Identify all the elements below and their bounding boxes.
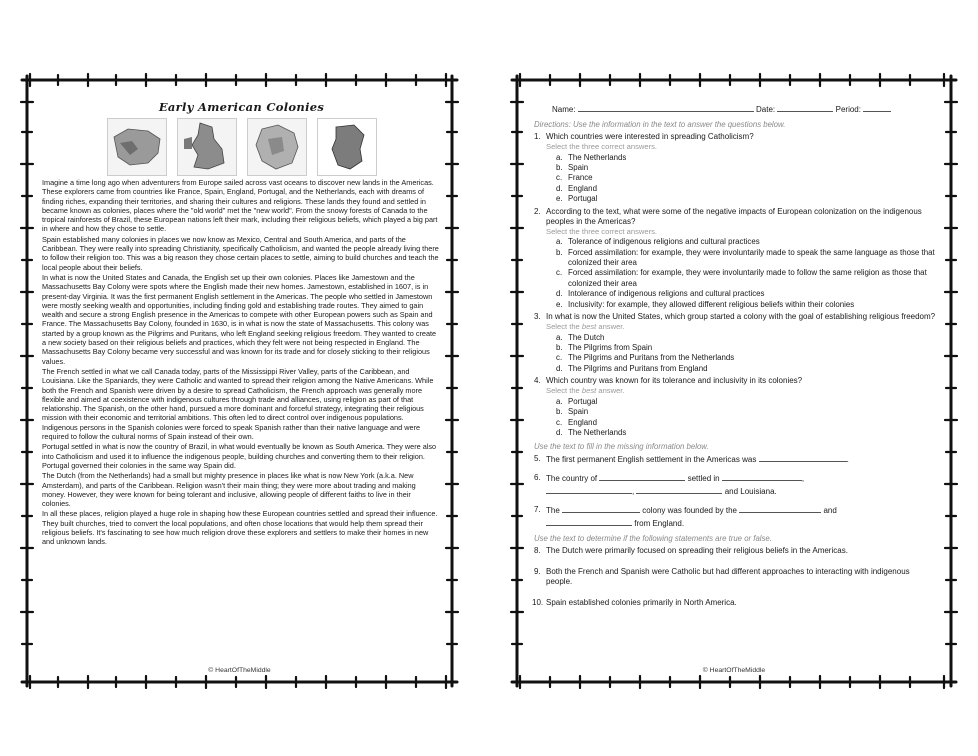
paragraph: In all these places, religion played a huge role in shaping how these European countries settled and spread their influence. They built churches, tried to convert the local populations, and often chose locations that would help them spread their religious beliefs. It's fascinating to see how much religion drove these explorers and settlers to make their homes in new and unknown lands. xyxy=(42,509,438,547)
spain-map-image xyxy=(107,118,167,176)
name-label: Name: xyxy=(552,105,576,114)
date-field[interactable] xyxy=(777,104,833,112)
answer-option[interactable]: c. France xyxy=(556,173,593,183)
question-2 xyxy=(532,207,938,310)
question-number: 2. xyxy=(534,206,541,216)
question-number: 9. xyxy=(534,566,541,576)
answer-blank[interactable] xyxy=(546,518,632,526)
answer-option[interactable]: b. Spain xyxy=(556,407,589,417)
question-text: Which country was known for its tolerance and inclusivity in its colonies? xyxy=(546,376,803,386)
answer-option[interactable]: b. Spain xyxy=(556,163,589,172)
answer-blank[interactable] xyxy=(546,486,632,494)
period-field[interactable] xyxy=(863,104,891,112)
answer-option[interactable]: a. Tolerance of indigenous religions and cultural practices xyxy=(556,237,760,247)
answer-option[interactable]: c. Forced assimilation: for example, they were involuntarily made to follow the same religion as those that colonized their area xyxy=(556,268,927,288)
question-hint: Select the three correct answers. xyxy=(546,142,658,151)
france-map-image xyxy=(247,118,307,176)
question-number: 10. xyxy=(532,597,544,607)
question-hint: Select the best answer. xyxy=(546,386,625,396)
answer-option[interactable]: c. England xyxy=(556,417,597,427)
answer-blank[interactable] xyxy=(599,473,685,481)
question-number: 5. xyxy=(534,453,541,463)
question-text: According to the text, what were some of the negative impacts of European colonization on the indigenous peoples in the Americas? xyxy=(546,206,922,226)
date-label: Date: xyxy=(756,105,776,114)
question-text: The first permanent English settlement in the Americas was xyxy=(546,454,757,464)
question-text: Both the French and Spanish were Catholic but had different approaches to interacting with indigenous people. xyxy=(546,566,910,586)
question-number: 8. xyxy=(534,545,541,555)
answer-option[interactable]: b. The Pilgrims from Spain xyxy=(556,343,653,353)
answer-option[interactable]: d. The Netherlands xyxy=(556,428,627,438)
question-number: 3. xyxy=(534,312,541,322)
question-8 xyxy=(532,546,938,556)
question-hint: Select the three correct answers. xyxy=(546,226,658,236)
question-number: 1. xyxy=(534,132,541,141)
reading-content xyxy=(42,96,441,668)
question-3 xyxy=(532,312,938,374)
answer-option[interactable]: d. England xyxy=(556,183,597,193)
question-hint: Select the best answer. xyxy=(546,322,625,332)
answer-option[interactable]: e. Inclusivity: for example, they allowed different religious beliefs within their colonies xyxy=(556,299,855,309)
answer-blank[interactable] xyxy=(739,505,821,513)
answer-blank[interactable] xyxy=(722,473,802,481)
paragraph: Spain established many colonies in places we now know as Mexico, Central and South America, and parts of the Caribbean. They were really into spreading Christianity, specifically Catholicism, and wanted the people already living there to follow their religion too. This was a big reason they chose certain places to settle, aiming to build churches and teach the local people about their beliefs. xyxy=(42,234,439,272)
reading-text xyxy=(42,178,441,547)
page-title: Early American Colonies xyxy=(158,100,325,114)
answer-option[interactable]: d. The Pilgrims and Puritans from England xyxy=(556,363,708,373)
answer-option[interactable]: b. Forced assimilation: for example, they were involuntarily made to speak the same language as those that colonized their area xyxy=(556,247,935,268)
paragraph: In what is now the United States and Canada, the English set up their own colonies. Places like Jamestown and the Massachusetts Bay Colony were spots where the English made their new homes. Jamestown, established in 1607, is in present-day Virginia. It was the first permanent English settlement in the Americas. The people who settled in Jamestown were mostly seeking wealth and opportunities, including finding gold and establishing trade routes. They aimed to gain wealth and secure a strong English presence in the Americas to compete with other European powers such as Spain and France. The Massachusetts Bay Colony, founded in 1630, is in what is now the state of Massachusetts. This colony was started by a group known as the Pilgrims and Puritans, who left England seeking religious freedom. They wanted to create a new society based on their religious beliefs and practices, which they felt were not being respected in England. The Massachusetts Bay Colony became very successful and was known for its trade and for closely sticking to their religious values. xyxy=(42,272,437,366)
question-5: 5. The first permanent English settlement in the Americas was . xyxy=(534,453,849,464)
answer-blank[interactable] xyxy=(759,454,847,462)
question-text: Spain established colonies primarily in North America. xyxy=(546,597,737,607)
paragraph: Portugal settled in what is now the country of Brazil, in what would eventually be known as South America. They were also into Catholicism and used it to influence the indigenous people, building churches and converting them to their religion. Portugal governed their colonies in the same way Spain did. xyxy=(42,442,437,470)
worksheet-page xyxy=(508,72,960,690)
question-4 xyxy=(532,376,938,438)
question-number: 6. xyxy=(534,472,541,482)
england-map-image xyxy=(177,118,237,176)
question-text: In what is now the United States, which group started a colony with the goal of establishing religious freedom? xyxy=(546,312,936,322)
question-number: 4. xyxy=(534,376,541,386)
paragraph: Imagine a time long ago when adventurers from Europe sailed across vast oceans to discover new lands in the Americas. These explorers came from countries like France, Spain, England, Portugal, and the Netherlands, each with dreams of finding riches, expanding their territories, and sharing their cultures and religions. These lands they found and settled in became known as colonies, places where the "old world" met the "new world". From the snowy forests of Canada to the tropical rainforests of Brazil, these European nations left their mark, including their religious beliefs, which played a big part in where and how they chose to settle. xyxy=(42,178,438,234)
copyright-footer: © HeartOfTheMiddle xyxy=(208,667,271,674)
answer-blank[interactable] xyxy=(562,505,640,513)
copyright-footer: © HeartOfTheMiddle xyxy=(702,667,766,674)
map-strip xyxy=(42,118,441,174)
directions: Use the text to determine if the following statements are true or false. xyxy=(534,533,772,543)
question-9 xyxy=(532,567,938,587)
question-number: 7. xyxy=(534,504,541,514)
answer-option[interactable]: a. The Dutch xyxy=(556,332,605,342)
paragraph: The Dutch (from the Netherlands) had a small but mighty presence in places like what is now New York (a.k.a. New Amsterdam), and parts of the Caribbean. Religion wasn't their main thing; they were more about trading and making money. However, they were known for being tolerant and inclusive, allowing people of different faiths to live in their colonies. xyxy=(42,471,416,509)
reading-page xyxy=(18,72,461,690)
answer-option[interactable]: c. The Pilgrims and Puritans from the Netherlands xyxy=(556,353,735,363)
answer-blank[interactable] xyxy=(636,486,722,494)
answer-option[interactable]: a. Portugal xyxy=(556,396,598,406)
answer-option[interactable]: d. Intolerance of indigenous religions and cultural practices xyxy=(556,289,765,299)
name-field[interactable] xyxy=(578,104,754,112)
directions: Use the text to fill in the missing information below. xyxy=(534,441,709,451)
directions: Directions: Use the information in the text to answer the questions below. xyxy=(534,120,786,129)
worksheet-content xyxy=(532,100,938,668)
answer-option[interactable]: e. Portugal xyxy=(556,194,598,204)
name-date-period-bar xyxy=(552,104,938,114)
question-1 xyxy=(532,132,938,205)
question-6: 6. The country of settled in , , and Louisiana. xyxy=(534,472,805,496)
netherlands-map-image xyxy=(317,118,377,176)
question-text: The Dutch were primarily focused on spreading their religious beliefs in the Americas. xyxy=(546,545,848,555)
answer-option[interactable]: a. The Netherlands xyxy=(556,152,627,162)
question-text: Which countries were interested in spreading Catholicism? xyxy=(546,132,754,141)
paragraph: The French settled in what we call Canada today, parts of the Mississippi River Valley, parts of the Caribbean, and Louisiana. Like the Spaniards, they were Catholic and wanted to spread their religion among the Native Americans. While both the French and Spanish were driven by a desire to spread Catholicism, the French approach was generally more flexible and aimed at coexistence with indigenous cultures through trade and alliances, using religion as part of that relationship. The Spanish, on the other hand, pursued a more dominant and forceful strategy, integrating their religious mission with their economic and territorial ambitions. This often led to direct control over indigenous populations. Indigenous persons in the Spanish colonies were forced to speak Spanish rather than their native language and were required to follow the cultural norms of Spain instead of their own. xyxy=(42,366,434,442)
question-10 xyxy=(532,598,938,608)
period-label: Period: xyxy=(835,105,861,114)
question-7: 7. The colony was founded by the and from England. xyxy=(534,504,837,528)
